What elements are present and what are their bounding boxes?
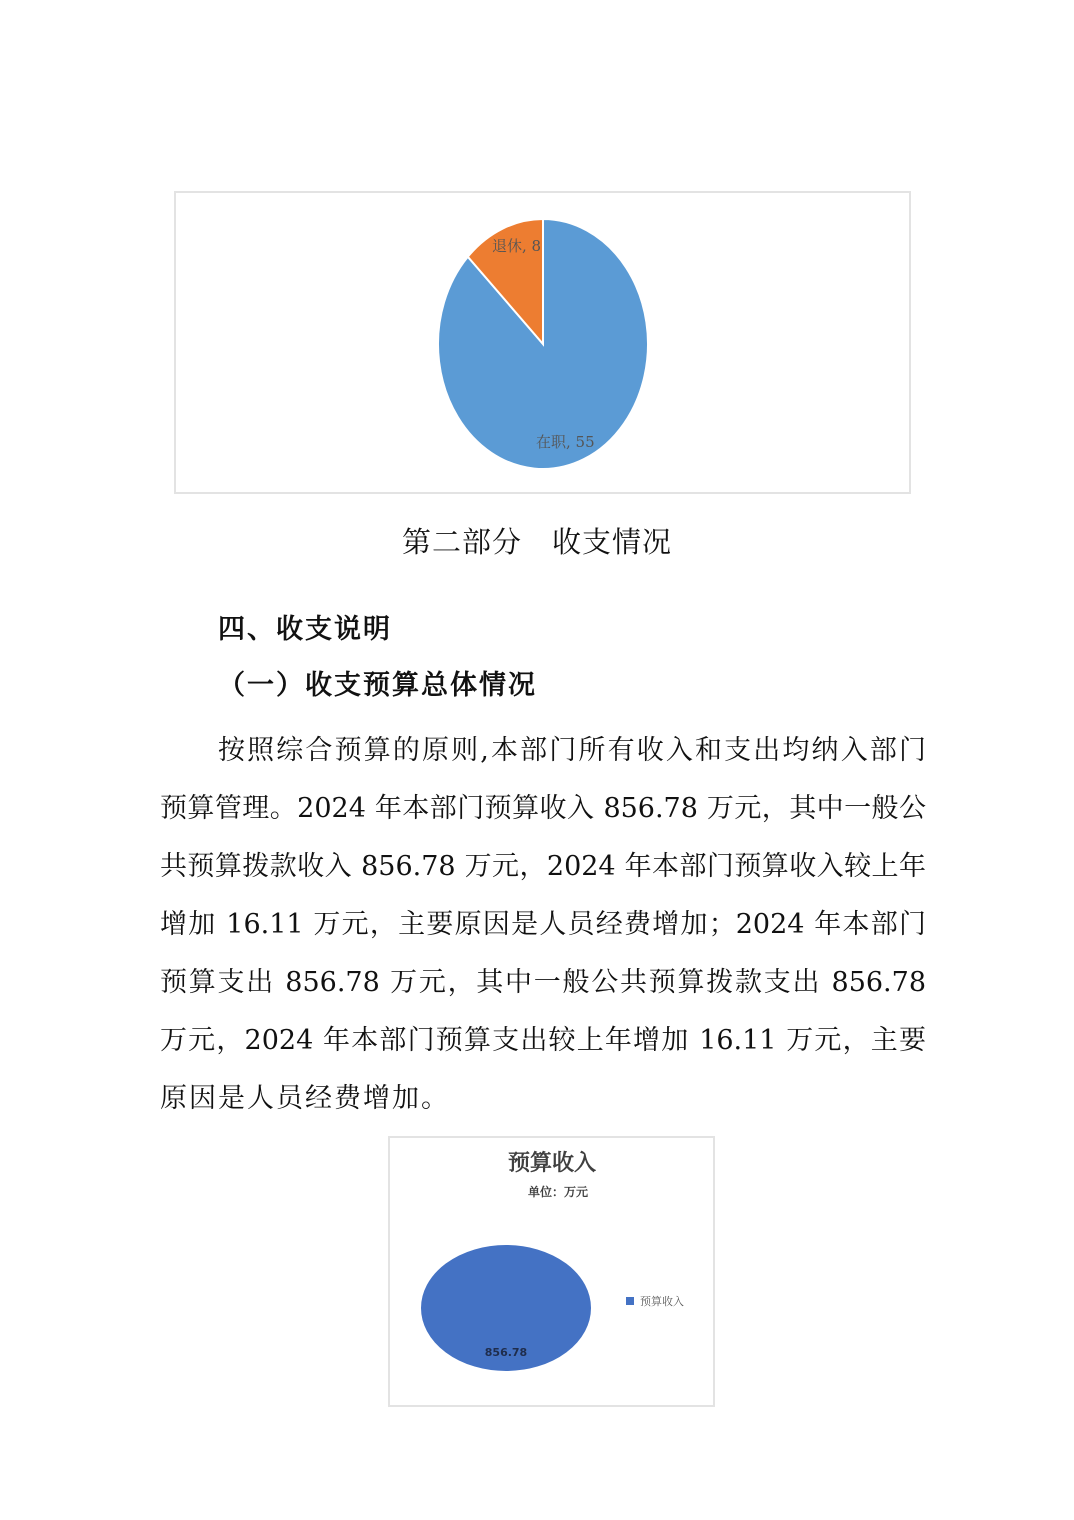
paragraph-line-4: 增加 16.11 万元，主要原因是人员经费增加；2024 年本部门 xyxy=(160,909,926,940)
paragraph-line-7: 原因是人员经费增加。 xyxy=(160,1083,450,1114)
paragraph-line-2: 预算管理。2024 年本部门预算收入 856.78 万元，其中一般公 xyxy=(160,793,926,824)
income-legend-swatch xyxy=(626,1297,634,1305)
income-legend xyxy=(626,1294,684,1308)
part-title: 第二部分 收支情况 xyxy=(401,525,672,559)
income-chart-title: 预算收入 xyxy=(507,1151,597,1176)
income-pie-chart xyxy=(388,1136,715,1407)
staff-data-label-active: 在职, 55 xyxy=(536,433,595,451)
income-legend-label: 预算收入 xyxy=(640,1295,684,1308)
staff-pie-svg xyxy=(176,193,909,492)
income-chart-subtitle: 单位：万元 xyxy=(527,1185,589,1199)
paragraph-line-5: 预算支出 856.78 万元，其中一般公共预算拨款支出 856.78 xyxy=(160,967,926,998)
paragraph-line-1: 按照综合预算的原则,本部门所有收入和支出均纳入部门 xyxy=(218,735,926,766)
sub-heading: （一）收支预算总体情况 xyxy=(218,670,537,701)
staff-pie-slices xyxy=(438,219,648,469)
staff-pie-chart xyxy=(174,191,911,494)
section-heading: 四、收支说明 xyxy=(218,614,392,645)
paragraph-line-6: 万元，2024 年本部门预算支出较上年增加 16.11 万元，主要 xyxy=(160,1025,926,1056)
income-pie-svg xyxy=(390,1138,713,1405)
income-data-label: 856.78 xyxy=(484,1346,528,1359)
paragraph-line-3: 共预算拨款收入 856.78 万元，2024 年本部门预算收入较上年 xyxy=(160,851,926,882)
staff-data-label-retired: 退休, 8 xyxy=(492,237,542,255)
